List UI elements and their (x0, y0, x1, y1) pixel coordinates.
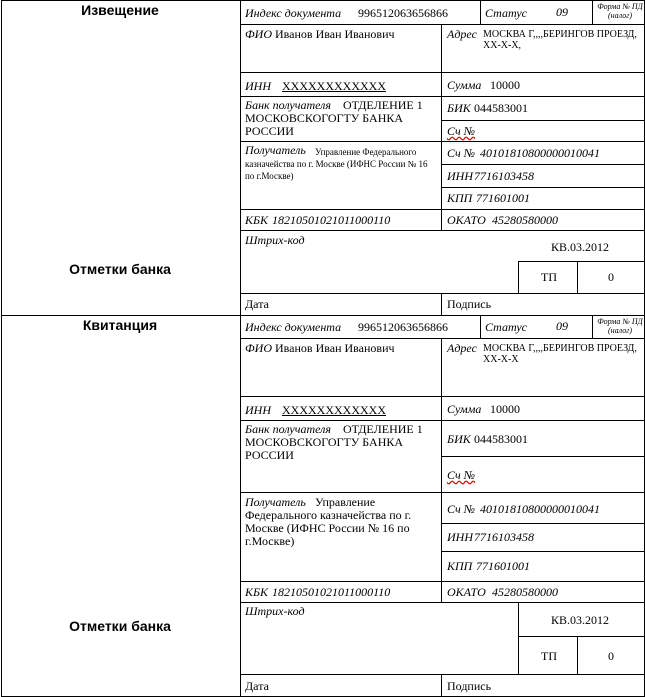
signature-label: Подпись (447, 297, 492, 311)
status-label: Статус (485, 320, 528, 334)
tp-label: ТП (541, 649, 557, 663)
bank-label: Банк получателя (245, 98, 331, 112)
bank-value: ОТДЕЛЕНИЕ 1 МОСКОВСКОГОГТУ БАНКА РОССИИ (245, 422, 423, 462)
recipient-value: Управление Федерального казначейства по г. Москве (ИФНС России № 16 по г.Москве) (245, 147, 428, 181)
recipient-account-value: 40101810800000010041 (480, 502, 600, 516)
kpp-value: 771601001 (476, 191, 530, 205)
okato-label: ОКАТО (447, 213, 486, 227)
inn-value: ХХХХХХХХХХХХ (282, 79, 386, 93)
kpp-value: 771601001 (476, 559, 530, 573)
address-value: МОСКВА Г,,,,БЕРИНГОВ ПРОЕЗД, ХХ-Х-Х, (483, 29, 637, 51)
sum-label: Сумма (447, 402, 482, 416)
form-label: Форма № ПД (налог) (597, 2, 643, 20)
sum-label: Сумма (447, 78, 482, 92)
address-label: Адрес (447, 27, 477, 41)
signature-label: Подпись (447, 679, 492, 693)
sum-value: 10000 (490, 78, 520, 92)
notice-title: Извещение (81, 2, 159, 18)
kbk-value: 18210501021011000110 (272, 585, 391, 599)
fio-label: ФИО (245, 27, 272, 41)
barcode-label: Штрих-код (245, 604, 305, 618)
kbk-label: КБК (245, 213, 269, 227)
kv-value: КВ.03.2012 (551, 240, 610, 254)
left-border (1, 0, 2, 697)
date-label: Дата (245, 297, 269, 311)
tp-value: 0 (608, 270, 614, 284)
bank-label: Банк получателя (245, 422, 331, 436)
status-value: 09 (556, 5, 568, 19)
bank-marks-label: Отметки банка (69, 261, 171, 277)
account-label: Сч № (447, 468, 476, 482)
top-border (1, 0, 645, 1)
index-value: 996512063656866 (358, 6, 448, 20)
kbk-label: КБК (245, 585, 269, 599)
barcode-label: Штрих-код (245, 233, 305, 247)
recipient-label: Получатель (245, 143, 306, 157)
bik-label: БИК (447, 432, 471, 446)
tp-value: 0 (608, 649, 614, 663)
inn-label: ИНН (245, 403, 271, 417)
kpp-label: КПП (447, 559, 473, 573)
tp-label: ТП (541, 270, 557, 284)
okato-value: 45280580000 (492, 213, 558, 227)
bik-value: 044583001 (474, 101, 528, 115)
fio-value: Иванов Иван Иванович (275, 27, 395, 41)
fio-value: Иванов Иван Иванович (275, 341, 395, 355)
recipient-inn-value: 7716103458 (474, 169, 534, 183)
column-divider (240, 0, 241, 697)
bank-value: ОТДЕЛЕНИЕ 1 МОСКОВСКОГОГТУ БАНКА РОССИИ (245, 98, 423, 138)
address-label: Адрес (447, 341, 477, 355)
index-label: Индекс документа (245, 6, 342, 20)
recipient-inn-label: ИНН (447, 169, 473, 183)
receipt-title: Квитанция (82, 317, 158, 333)
index-value: 996512063656866 (358, 320, 448, 334)
bik-label: БИК (447, 101, 471, 115)
fio-label: ФИО (245, 341, 272, 355)
kpp-label: КПП (447, 191, 473, 205)
inn-label: ИНН (245, 79, 271, 93)
recipient-value: Управление Федерального казначейства по г. Москве (ИФНС России № 16 по г.Москве) (245, 495, 412, 548)
section-divider (1, 315, 645, 316)
form-label: Форма № ПД (налог) (597, 317, 643, 335)
bik-value: 044583001 (474, 432, 528, 446)
recipient-inn-label: ИНН (447, 530, 473, 544)
recipient-label: Получатель (245, 495, 306, 509)
address-value: МОСКВА Г,,,,БЕРИНГОВ ПРОЕЗД, ХХ-Х-Х (483, 343, 637, 365)
recipient-inn-value: 7716103458 (474, 530, 534, 544)
kbk-value: 18210501021011000110 (272, 213, 391, 227)
okato-value: 45280580000 (492, 585, 558, 599)
okato-label: ОКАТО (447, 585, 486, 599)
recipient-account-value: 40101810800000010041 (480, 146, 600, 160)
kv-value: КВ.03.2012 (551, 613, 610, 627)
sum-value: 10000 (490, 402, 520, 416)
date-label: Дата (245, 679, 269, 693)
bank-marks-label: Отметки банка (69, 618, 171, 634)
status-value: 09 (556, 319, 568, 333)
inn-value: ХХХХХХХХХХХХ (282, 403, 386, 417)
recipient-account-label: Сч № (447, 502, 476, 516)
recipient-account-label: Сч № (447, 146, 476, 160)
index-label: Индекс документа (245, 320, 342, 334)
account-label: Сч № (447, 124, 476, 138)
status-label: Статус (485, 6, 528, 20)
